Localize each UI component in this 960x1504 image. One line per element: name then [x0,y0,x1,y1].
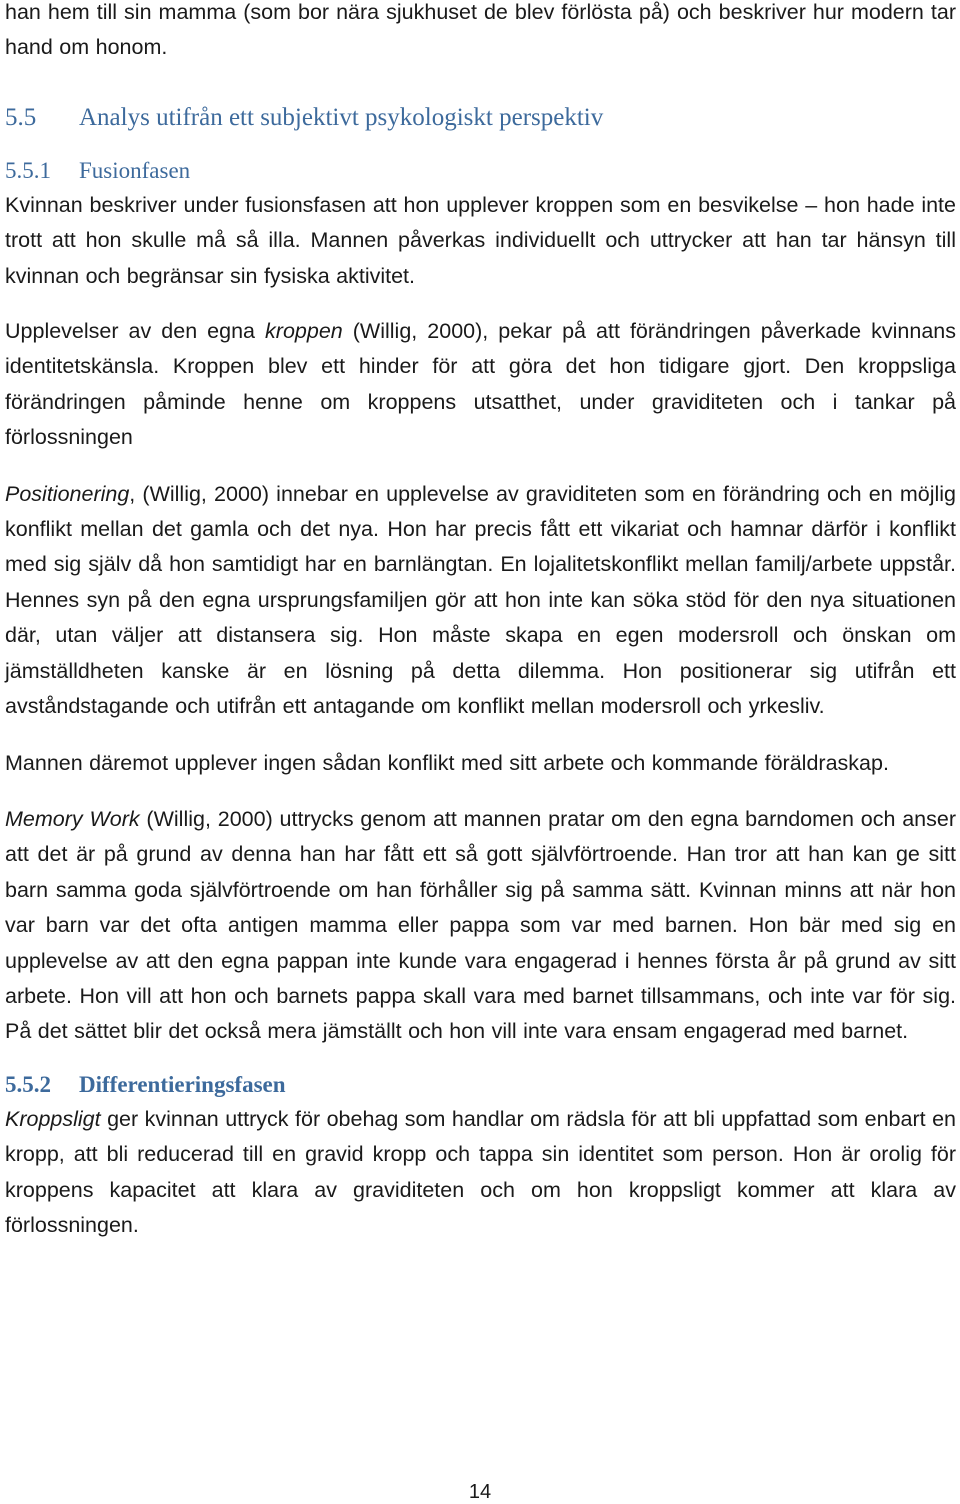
section-heading-5-5-1 [5,156,956,186]
document-page [5,0,956,1243]
paragraph-fusion-2 [5,314,956,456]
paragraph-fusion-1: Kvinnan beskriver under fusionsfasen att hon upplever kroppen som en besvikelse – hon hade inte trott att hon skulle må så illa. Mannen påverkas individuellt och uttrycker att han tar hänsyn till kvinnan och begränsar sin fysiska aktivitet. [5,192,956,288]
italic-term: Memory Work [5,806,140,831]
paragraph-rest: (Willig, 2000) uttrycks genom att mannen pratar om den egna barndomen och anser att det är på grund av denna han har fått ett så gott självförtroende. Han tror att han kan ge sitt barn samma goda självförtroende om han förhåller sig på samma sätt. Kvinnan minns att när hon var barn var det ofta antigen mamma eller pappa som var med barnen. Hon bär med sig en upplevelse av att den egna pappan inte kunde vara engagerad i hennes första år på grund av sitt arbete. Hon vill att hon och barnets pappa skall vara med barnet tillsammans, och inte var för sig. På det sättet blir det också mera jämställt och hon vill inte vara ensam engagerad med barnet. [5,806,957,1044]
italic-term: Kroppsligt [5,1106,101,1131]
section-title: Analys utifrån ett subjektivt psykologiskt perspektiv [79,103,604,131]
section-heading-5-5-2 [5,1070,956,1100]
section-heading-5-5 [5,103,956,133]
paragraph-differentiation-1 [5,1102,956,1244]
section-number: 5.5.2 [5,1071,51,1097]
paragraph-rest: ger kvinnan uttryck för obehag som handlar om rädsla för att bli uppfattad som enbart en kropp, att bli reducerad till en gravid kropp och tappa sin identitet som person. Hon är orolig för kroppens kapacitet att klara av graviditeten och om hon kroppsligt kommer att klara av förlossningen. [5,1106,956,1237]
paragraph-rest: , (Willig, 2000) innebar en upplevelse av graviditeten som en förändring och en möjlig konflikt mellan det gamla och det nya. Hon har precis fått ett vikariat och hamnar därför i konflikt med sig själv då hon samtidigt har en barnlängtan. En lojalitetskonflikt mellan familj/arbete uppstår. Hennes syn på den egna ursprungsfamiljen gör att hon inte kan söka stöd för den nya situationen där, utan väljer att distansera sig. Hon måste skapa en egen modersroll och önskan om jämställdheten kanske är en lösning på detta dilemma. Hon positionerar sig utifrån ett avståndstagande och utifrån ett antagande om konflikt mellan modersroll och yrkesliv. [5,481,956,719]
section-number: 5.5.1 [5,157,51,183]
section-title: Differentieringsfasen [79,1071,286,1097]
paragraph-lead: Upplevelser av den egna [5,319,266,344]
section-number: 5.5 [5,103,37,131]
paragraph-fusion-5 [5,802,956,1050]
paragraph-fusion-3 [5,477,956,725]
opening-paragraph: han hem till sin mamma (som bor nära sjukhuset de blev förlösta på) och beskriver hur modern tar hand om honom. [5,0,956,60]
paragraph-rest: (Willig, 2000), pekar på att förändringen påverkade kvinnans identitetskänsla. Kroppen blev ett hinder för att göra det hon tidigare gjort. Den kroppsliga förändringen påminde henne om kroppens utsatthet, under graviditeten och i tankar på förlossningen [5,319,957,450]
italic-term: kroppen [265,319,343,344]
paragraph-fusion-4: Mannen däremot upplever ingen sådan konflikt med sitt arbete och kommande föräldraskap. [5,750,889,775]
section-title: Fusionfasen [79,157,191,183]
page-number: 14 [468,1481,492,1503]
italic-term: Positionering [5,481,130,506]
